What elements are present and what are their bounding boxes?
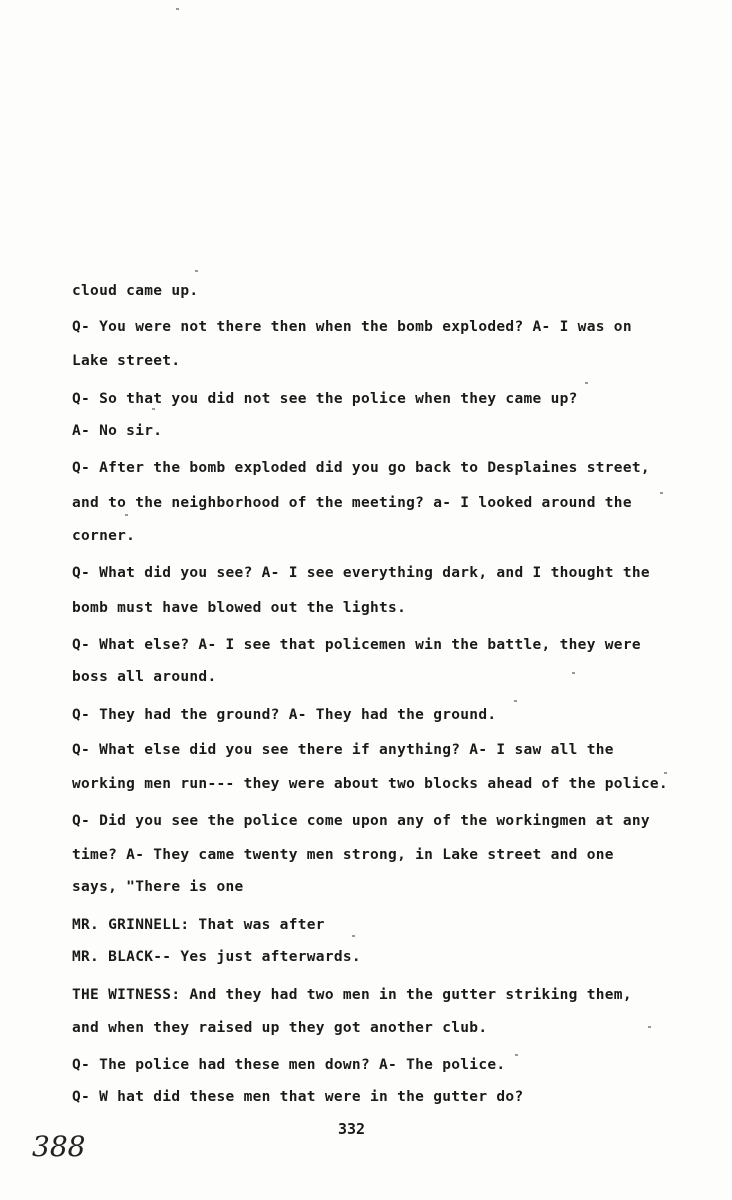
transcript-line: Q- The police had these men down? A- The police. [72, 1057, 506, 1073]
transcript-line: time? A- They came twenty men strong, in Lake street and one [72, 847, 614, 863]
transcript-line: MR. BLACK-- Yes just afterwards. [72, 949, 361, 965]
scan-speck [515, 1054, 518, 1056]
transcript-line: Q- They had the ground? A- They had the ground. [72, 707, 497, 723]
transcript-line: and to the neighborhood of the meeting? a- I looked around the [72, 495, 632, 511]
transcript-line: Q- What else? A- I see that policemen win the battle, they were [72, 637, 641, 653]
handwritten-page-note: 388 [32, 1130, 86, 1163]
transcript-line: Q- After the bomb exploded did you go back to Desplaines street, [72, 460, 650, 476]
scan-speck [176, 8, 179, 10]
transcript-line: THE WITNESS: And they had two men in the gutter striking them, [72, 987, 632, 1003]
transcript-line: Q- You were not there then when the bomb exploded? A- I was on [72, 319, 632, 335]
scan-speck [514, 700, 517, 702]
scan-speck [352, 935, 355, 937]
transcript-line: A- No sir. [72, 423, 163, 439]
transcript-line: bomb must have blowed out the lights. [72, 600, 407, 616]
scan-speck [585, 382, 588, 384]
scan-speck [195, 270, 198, 272]
scan-speck [660, 492, 663, 494]
transcript-line: working men run--- they were about two blocks ahead of the police. [72, 776, 668, 792]
scan-speck [152, 408, 155, 410]
transcript-line: and when they raised up they got another club. [72, 1020, 488, 1036]
scan-speck [648, 1026, 651, 1028]
scan-speck [125, 514, 128, 516]
transcript-line: Q- What else did you see there if anything? A- I saw all the [72, 742, 614, 758]
page-number: 332 [338, 1120, 366, 1138]
transcript-line: Q- What did you see? A- I see everything dark, and I thought the [72, 565, 650, 581]
transcript-line: Lake street. [72, 353, 181, 369]
transcript-line: corner. [72, 528, 136, 544]
transcript-line: Q- So that you did not see the police when they came up? [72, 391, 578, 407]
scan-speck [572, 672, 575, 674]
transcript-line: Q- W hat did these men that were in the gutter do? [72, 1089, 524, 1105]
scan-speck [664, 772, 667, 774]
transcript-line: MR. GRINNELL: That was after [72, 917, 325, 933]
transcript-line: cloud came up. [72, 283, 199, 299]
transcript-line: says, "There is one [72, 879, 244, 895]
transcript-line: boss all around. [72, 669, 217, 685]
transcript-line: Q- Did you see the police come upon any of the workingmen at any [72, 813, 650, 829]
